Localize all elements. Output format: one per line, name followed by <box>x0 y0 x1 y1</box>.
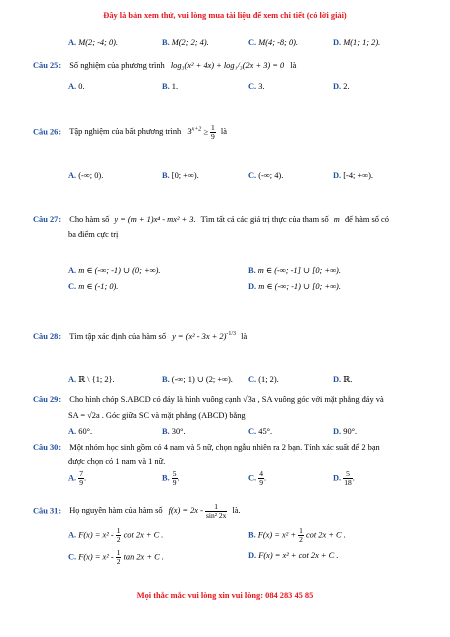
footer-banner: Mọi thắc mắc vui lòng xin vui lòng: 084 283 45 85 <box>136 591 314 600</box>
q27-stem: Câu 27: Cho hàm số y = (m + 1)x⁴ - mx² + 3. Tìm tất cả các giá trị thực của tham số m để hàm số có <box>33 215 389 224</box>
q31-option-d[interactable]: D. F(x) = x² + cot 2x + C . <box>248 551 339 560</box>
q28-stem: Câu 28: Tìm tập xác định của hàm số $y = (x^2 - 3x + 2)^{-1/3}$ là <box>33 331 248 341</box>
q27-option-a[interactable]: A. m ∈ (-∞; -1) ∪ (0; +∞). <box>68 266 161 275</box>
q29-option-a[interactable]: A. 60°. <box>68 427 93 436</box>
q30-option-b[interactable]: B. $\frac{5}{9}$ . <box>162 469 180 487</box>
q26-option-d[interactable]: D. [-4; +∞). <box>333 171 374 180</box>
header-banner: Đây là bản xem thử, vui lòng mua tài liệu để xem chi tiết (có lời giải) <box>103 11 347 20</box>
q24-option-a[interactable]: A. M(2; -4; 0). <box>68 38 119 47</box>
q27-option-b[interactable]: B. m ∈ (-∞; -1] ∪ [0; +∞). <box>248 266 341 275</box>
q28-option-d[interactable]: D. ℝ. <box>333 375 353 384</box>
q26-option-b[interactable]: B. [0; +∞). <box>162 171 199 180</box>
q31-option-b[interactable]: B. F(x) = x² + $\frac{1}{2}$ cot 2x + C . <box>248 526 346 544</box>
q29-stem: Câu 29: Cho hình chóp S.ABCD có đáy là hình vuông cạnh √3a , SA vuông góc với mặt phẳng đáy và <box>33 395 384 404</box>
q27-option-c[interactable]: C. m ∈ (-1; 0). <box>68 282 119 291</box>
q26-option-c[interactable]: C. (-∞; 4). <box>248 171 284 180</box>
q25-stem: Câu 25: Số nghiệm của phương trình log₃(x² + 4x) + log₁/₃(2x + 3) = 0 là <box>33 61 297 70</box>
q30-option-c[interactable]: C. $\frac{4}{9}$ . <box>248 469 267 487</box>
q28-option-c[interactable]: C. (1; 2). <box>248 375 279 384</box>
q26-fraction: $\frac{1}{9}$ <box>211 123 215 141</box>
q29-option-d[interactable]: D. 90°. <box>333 427 358 436</box>
q30-option-d[interactable]: D. $\frac{5}{18}$ . <box>333 469 355 487</box>
q24-option-d[interactable]: D. M(1; 1; 2). <box>333 38 381 47</box>
q31-option-c[interactable]: C. F(x) = x² - $\frac{1}{2}$ tan 2x + C . <box>68 548 164 566</box>
q29-option-c[interactable]: C. 45°. <box>248 427 273 436</box>
q30-stem-line2: được chọn có 1 nam và 1 nữ. <box>68 457 166 466</box>
q27-stem-line2: ba điểm cực trị <box>68 230 119 239</box>
q25-option-d[interactable]: D. 2. <box>333 82 350 91</box>
q29-option-b[interactable]: B. 30°. <box>162 427 186 436</box>
q26-option-a[interactable]: A. (-∞; 0). <box>68 171 104 180</box>
q24-option-c[interactable]: C. M(4; -8; 0). <box>248 38 299 47</box>
q31-option-a[interactable]: A. F(x) = x² - $\frac{1}{2}$ cot 2x + C . <box>68 526 164 544</box>
q27-option-d[interactable]: D. m ∈ (-∞; -1) ∪ [0; +∞). <box>248 282 341 291</box>
q30-stem: Câu 30: Một nhóm học sinh gồm có 4 nam và 5 nữ, chọn ngẫu nhiên ra 2 bạn. Tính xác suất để 2 bạn <box>33 443 380 452</box>
q29-stem-line2: SA = √2a . Góc giữa SC và mặt phẳng (ABCD) bằng <box>68 411 246 420</box>
q28-option-a[interactable]: A. ℝ \ {1; 2}. <box>68 375 115 384</box>
q25-option-a[interactable]: A. 0. <box>68 82 85 91</box>
q24-option-b[interactable]: B. M(2; 2; 4). <box>162 38 209 47</box>
q30-option-a[interactable]: A. $\frac{7}{9}$ . <box>68 469 87 487</box>
q25-option-c[interactable]: C. 3. <box>248 82 265 91</box>
q31-stem: Câu 31: Họ nguyên hàm của hàm số f(x) = 2x - $\frac{1}{\text{sin² 2x}}$ là. <box>33 502 241 520</box>
q26-stem: Câu 26: Tập nghiệm của bất phương trình $3^{x+2}$ ≥ $\frac{1}{9}$ là <box>33 123 227 141</box>
q28-option-b[interactable]: B. (-∞; 1) ∪ (2; +∞). <box>162 375 233 384</box>
q25-option-b[interactable]: B. 1. <box>162 82 179 91</box>
